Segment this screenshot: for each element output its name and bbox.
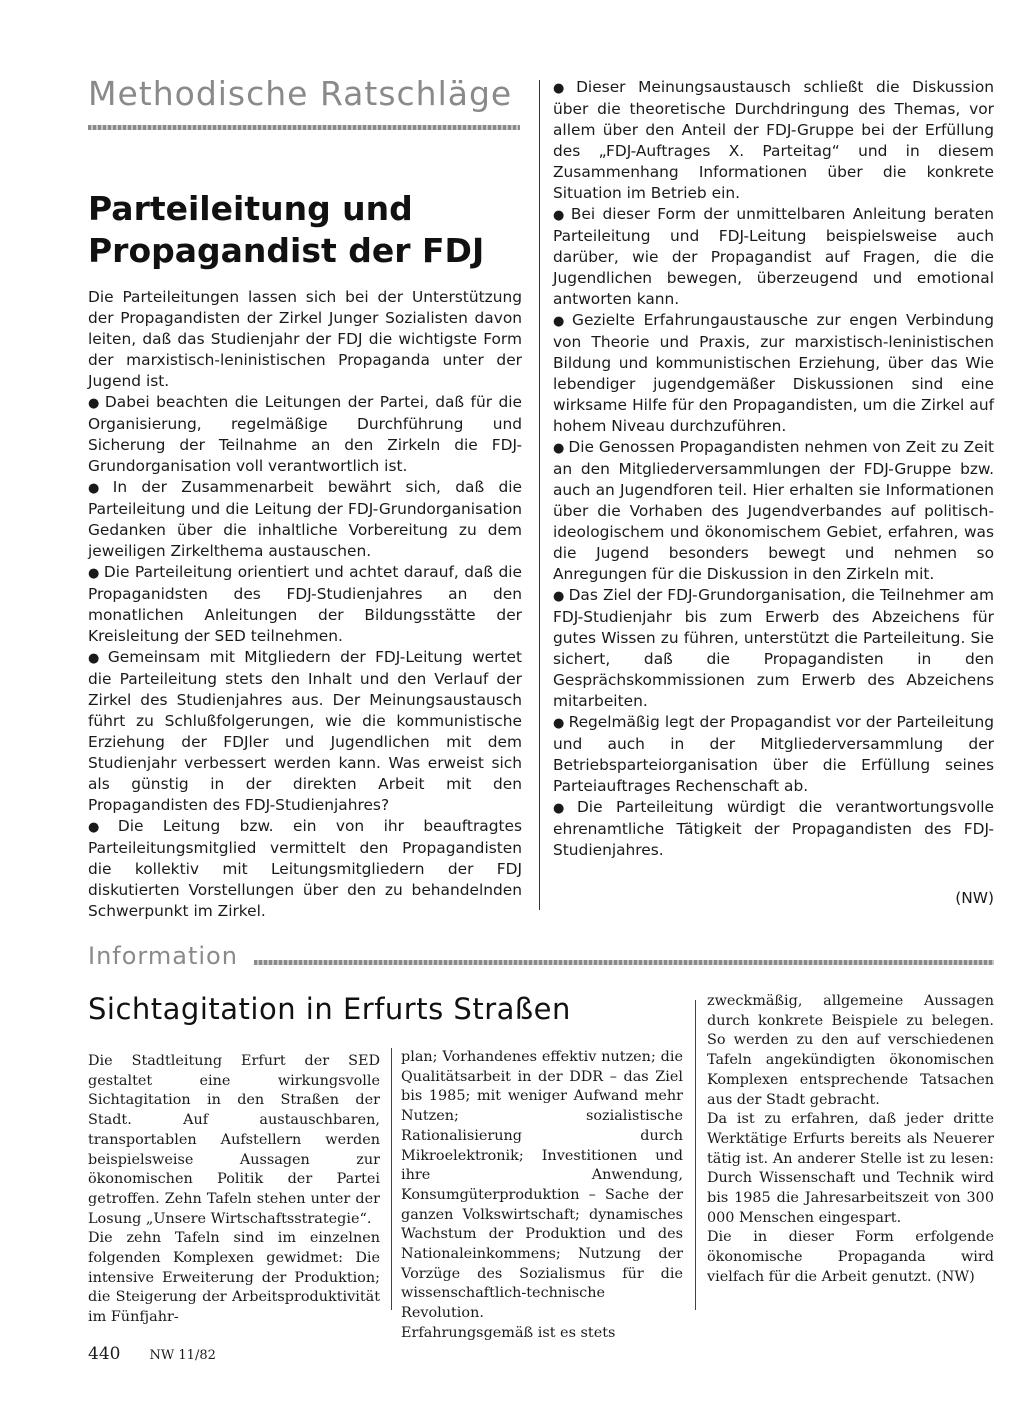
column-divider	[695, 1000, 696, 1310]
bullet-icon: ●	[553, 208, 567, 223]
page-footer	[88, 1344, 216, 1364]
headline-line-2: Propagandist der FDJ	[88, 231, 485, 270]
bullet-paragraph: ● Das Ziel der FDJ-Grundorganisation, die Teilnehmer am FDJ-Studienjahr bis zum Erwerb des Abzeichens für gutes Wissen zu führen, unterstützt die Parteileitung. Sie sichert, daß die Propagandisten in den Gesprächskommissionen zum Erwerb des Abzeichens mitarbeiten.	[553, 586, 994, 710]
bullet-icon: ●	[88, 481, 109, 496]
bullet-icon: ●	[553, 441, 565, 456]
column-divider	[539, 80, 540, 910]
bullet-paragraph: ● Regelmäßig legt der Propagandist vor der Parteileitung und auch in der Mitgliederversammlung der Betriebsparteiorganisation über die Erfüllung seines Parteiauftrages Rechenschaft ab.	[553, 713, 995, 795]
section-label-information: Information	[88, 942, 238, 970]
bullet-paragraph: ● Die Genossen Propagandisten nehmen von Zeit zu Zeit an den Mitgliederversammlungen der FDJ-Gruppe bzw. auch an Jugendforen teil. Hier erhalten sie Informationen über die Vorhaben des Jugendverbandes auf politisch-ideologischem und ökonomischem Gebiet, erfahren, was die Jugend besonders bewegt und nehmen so Anregungen für die Diskussion in den Zirkeln mit.	[553, 438, 995, 583]
bullet-paragraph: ● Gezielte Erfahrungaustausche zur engen Verbindung von Theorie und Praxis, zur marxistisch-leninistischen Bildung und kommunistischen Erziehung, über das Wie lebendiger jugendgemäßer Diskussionen sind eine wirksame Hilfe für den Propagandisten, um die Zirkel auf hohem Niveau durchzuführen.	[553, 311, 995, 435]
bullet-paragraph: ● In der Zusammenarbeit bewährt sich, daß die Parteileitung und die Leitung der FDJ-Grundorganisation Gedanken über die inhaltliche Vorbereitung zu dem jeweiligen Zirkelthema austauschen.	[88, 478, 523, 560]
page-number: 440	[88, 1344, 121, 1364]
section-rule	[88, 125, 520, 130]
bullet-icon: ●	[553, 716, 565, 731]
paragraph: Die Stadtleitung Erfurt der SED gestaltet eine wirkungsvolle Sichtagitation in den Straßen der Stadt. Auf austauschbaren, transportablen Aufstellern werden beispielsweise Aussagen zur ökonomischen Politik der Partei getroffen. Zehn Tafeln stehen unter der Losung „Unsere Wirtschaftsstrategie“.	[88, 1053, 380, 1227]
column-divider	[391, 1048, 392, 1310]
author-signoff: (NW)	[955, 889, 994, 907]
bullet-icon: ●	[553, 801, 573, 816]
article-column-right	[553, 77, 994, 861]
paragraph: Die Parteileitungen lassen sich bei der Unterstützung der Propagandisten der Zirkel Junger Sozialisten davon leiten, daß das Studienjahr der FDJ die wichtigste Form der marxistisch-leninistischen Propaganda unter der Jugend ist.	[88, 288, 522, 390]
author-signoff: (NW)	[936, 1268, 975, 1285]
bullet-icon: ●	[553, 314, 569, 329]
bullet-icon: ●	[88, 820, 114, 835]
bullet-icon: ●	[88, 651, 104, 666]
paragraph: Die zehn Tafeln sind im einzelnen folgenden Komplexen gewidmet: Die intensive Erweiterung der Produktion; die Steigerung der Arbeitsproduktivität im Fünfjahr-	[88, 1230, 380, 1326]
bullet-paragraph: ● Dieser Meinungsaustausch schließt die Diskussion über die theoretische Durchdringung des Themas, vor allem über den Anteil der FDJ-Gruppe bei der Erfüllung des „FDJ-Auftrages X. Parteitag“ und in diesem Zusammenhang Informationen über die konkrete Situation im Betrieb ein.	[553, 78, 995, 202]
paragraph: Die in dieser Form erfolgende ökonomische Propaganda wird vielfach für die Arbeit genutzt. (NW)	[707, 1229, 994, 1285]
article-column-2	[401, 1048, 683, 1344]
article-column-3	[707, 992, 994, 1288]
paragraph: Erfahrungsgemäß ist es stets	[401, 1324, 616, 1341]
paragraph: zweckmäßig, allgemeine Aussagen durch konkrete Beispiele zu belegen. So werden zu den auf verschiedenen Tafeln angekündigten ökonomischen Komplexen entsprechende Tatsachen aus der Stadt gebracht.	[707, 993, 994, 1108]
article-column-left	[88, 287, 522, 922]
bullet-icon: ●	[553, 589, 565, 604]
paragraph: plan; Vorhandenes effektiv nutzen; die Qualitätsarbeit in der DDR – das Ziel bis 1985; mit weniger Aufwand mehr Nutzen; sozialistische Rationalisierung durch Mikroelektronik; Investitionen und ihre Anwendung, Konsumgüterproduktion – Sache der ganzen Volkswirtschaft; dynamisches Wachstum der Produktion und des Nationaleinkommens; Nutzung der Vorzüge des Sozialismus für die wissenschaftlich-technische Revolution.	[401, 1049, 683, 1322]
issue-reference: NW 11/82	[149, 1348, 216, 1363]
bullet-paragraph: ● Die Parteileitung orientiert und achtet darauf, daß die Propaganidsten des FDJ-Studienjahres an den monatlichen Anleitungen der Bildungsstätte der Kreisleitung der SED teilnehmen.	[88, 563, 522, 645]
paragraph: Da ist zu erfahren, daß jeder dritte Werktätige Erfurts bereits als Neuerer tätig ist. An anderer Stelle ist zu lesen: Durch Wissenschaft und Technik wird bis 1985 die Jahresarbeitszeit von 300 000 Menschen eingespart.	[707, 1111, 994, 1226]
bullet-paragraph: ● Die Parteileitung würdigt die verantwortungsvolle ehrenamtliche Tätigkeit der Propagandisten des FDJ-Studienjahres.	[553, 798, 994, 859]
bullet-paragraph: ● Gemeinsam mit Mitgliedern der FDJ-Leitung wertet die Parteileitung stets den Inhalt und den Verlauf der Zirkel des Studienjahres aus. Der Meinungsaustausch führt zu Schlußfolgerungen, wie die kommunistische Erziehung der FDJler und Jugendlichen mit dem Studienjahr verbessert werden kann. Was erweist sich als günstig in der direkten Arbeit mit den Propagandisten des FDJ-Studienjahres?	[88, 648, 523, 814]
bullet-paragraph: ● Die Leitung bzw. ein von ihr beauftragtes Parteileitungsmitglied vermittelt den Propagandisten die kollektiv mit Leitungsmitgliedern der FDJ diskutierten Vorstellungen über den zu behandelnden Schwerpunkt im Zirkel.	[88, 817, 522, 920]
main-headline	[88, 188, 528, 272]
bullet-icon: ●	[553, 81, 573, 96]
article-column-1	[88, 1052, 380, 1328]
bullet-paragraph: ● Dabei beachten die Leitungen der Partei, daß für die Organisierung, regelmäßige Durchführung und Sicherung der Teilnahme an den Zirkeln die FDJ-Grundorganisation voll verantwortlich ist.	[88, 393, 522, 475]
bullet-paragraph: ● Bei dieser Form der unmittelbaren Anleitung beraten Parteileitung und FDJ-Leitung beispielsweise auch darüber, wie der Propagandist auf Fragen, die die Jugendlichen bewegen, überzeugend und emotional antworten kann.	[553, 205, 995, 308]
secondary-headline: Sichtagitation in Erfurts Straßen	[88, 992, 571, 1026]
headline-line-1: Parteileitung und	[88, 189, 413, 228]
bullet-icon: ●	[88, 396, 101, 411]
bullet-icon: ●	[88, 566, 100, 581]
section-rule	[254, 960, 994, 965]
section-label-methodische: Methodische Ratschläge	[88, 74, 513, 113]
